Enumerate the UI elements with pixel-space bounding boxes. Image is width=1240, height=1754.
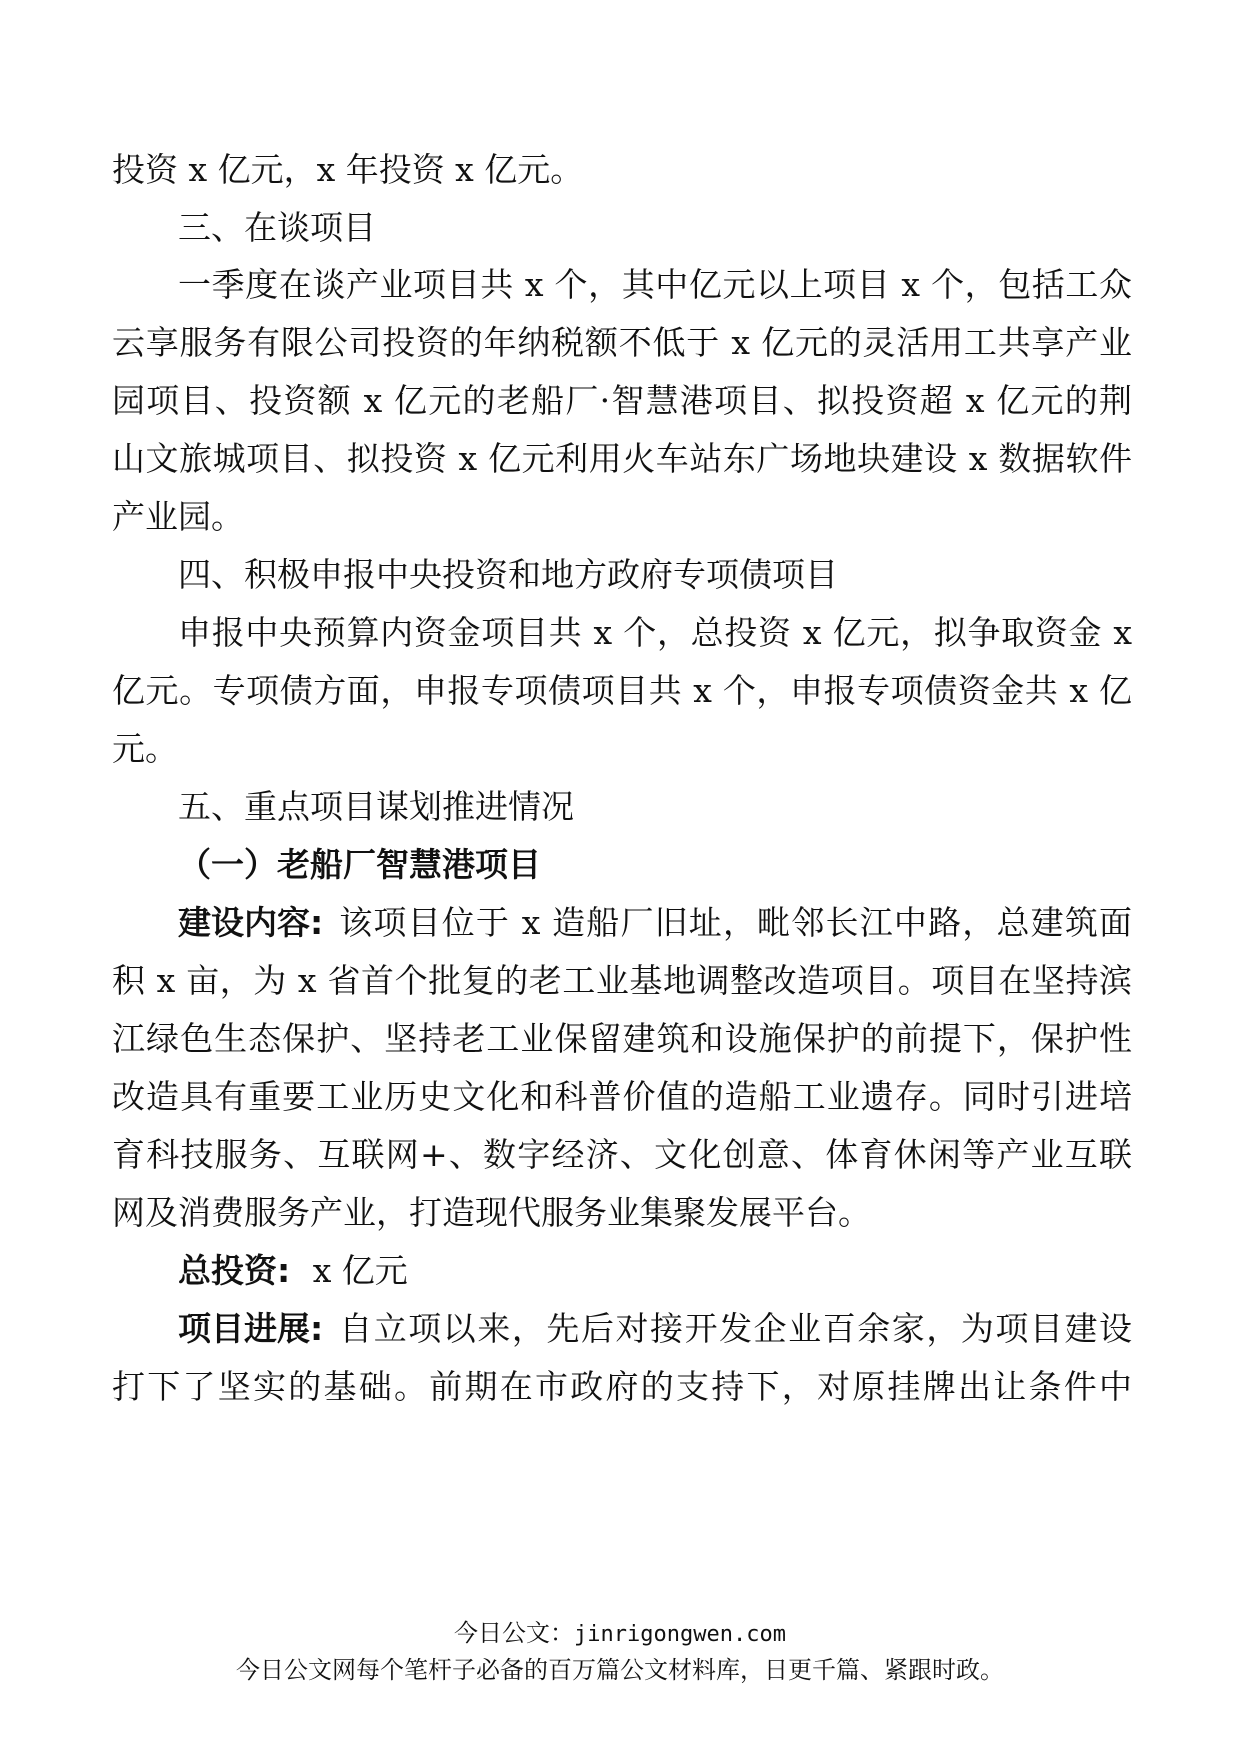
- section-heading-3: 三、在谈项目: [178, 208, 376, 247]
- paragraph-line: 积 x 亩，为 x 省首个批复的老工业基地调整改造项目。项目在坚持滨: [112, 961, 1132, 1000]
- construction-content-line: [178, 901, 1132, 945]
- footer-site: [0, 1618, 1240, 1650]
- total-investment-line: [178, 1249, 1132, 1293]
- paragraph-line: 山文旅城项目、拟投资 x 亿元利用火车站东广场地块建设 x 数据软件: [112, 439, 1132, 478]
- sub-heading-1: （一）老船厂智慧港项目: [178, 845, 541, 884]
- paragraph-line: 园项目、投资额 x 亿元的老船厂·智慧港项目、拟投资超 x 亿元的荆: [112, 381, 1132, 420]
- progress-line: [178, 1307, 1132, 1351]
- progress-text: 自立项以来，先后对接开发企业百余家，为项目建设: [339, 1309, 1132, 1348]
- construction-label: 建设内容:: [178, 903, 324, 942]
- paragraph-line: 元。: [112, 729, 178, 768]
- section-heading-5: 五、重点项目谋划推进情况: [178, 787, 574, 826]
- footer-site-label: 今日公文：: [454, 1619, 575, 1647]
- total-investment-value: x 亿元: [312, 1251, 408, 1290]
- paragraph-line: 申报中央预算内资金项目共 x 个，总投资 x 亿元，拟争取资金 x: [178, 613, 1132, 652]
- paragraph-line: 云享服务有限公司投资的年纳税额不低于 x 亿元的灵活用工共享产业: [112, 323, 1132, 362]
- section-heading-4: 四、积极申报中央投资和地方政府专项债项目: [178, 555, 838, 594]
- paragraph-line: 打下了坚实的基础。前期在市政府的支持下，对原挂牌出让条件中: [112, 1367, 1132, 1406]
- paragraph-line: 育科技服务、互联网+、数字经济、文化创意、体育休闲等产业互联: [112, 1135, 1132, 1174]
- paragraph-line: 投资 x 亿元，x 年投资 x 亿元。: [112, 150, 584, 189]
- paragraph-line: 一季度在谈产业项目共 x 个，其中亿元以上项目 x 个，包括工众: [178, 265, 1132, 304]
- total-investment-label: 总投资:: [178, 1251, 291, 1290]
- paragraph-line: 产业园。: [112, 497, 244, 536]
- construction-text: 该项目位于 x 造船厂旧址，毗邻长江中路，总建筑面: [339, 903, 1132, 942]
- paragraph-line: 网及消费服务产业，打造现代服务业集聚发展平台。: [112, 1193, 871, 1232]
- paragraph-line: 改造具有重要工业历史文化和科普价值的造船工业遗存。同时引进培: [112, 1077, 1132, 1116]
- footer-site-url[interactable]: jinrigongwen.com: [574, 1622, 786, 1647]
- paragraph-line: 江绿色生态保护、坚持老工业保留建筑和设施保护的前提下，保护性: [112, 1019, 1132, 1058]
- footer-tagline: 今日公文网每个笔杆子必备的百万篇公文材料库，日更千篇、紧跟时政。: [236, 1656, 1004, 1684]
- paragraph-line: 亿元。专项债方面，申报专项债项目共 x 个，申报专项债资金共 x 亿: [112, 671, 1132, 710]
- progress-label: 项目进展:: [178, 1309, 324, 1348]
